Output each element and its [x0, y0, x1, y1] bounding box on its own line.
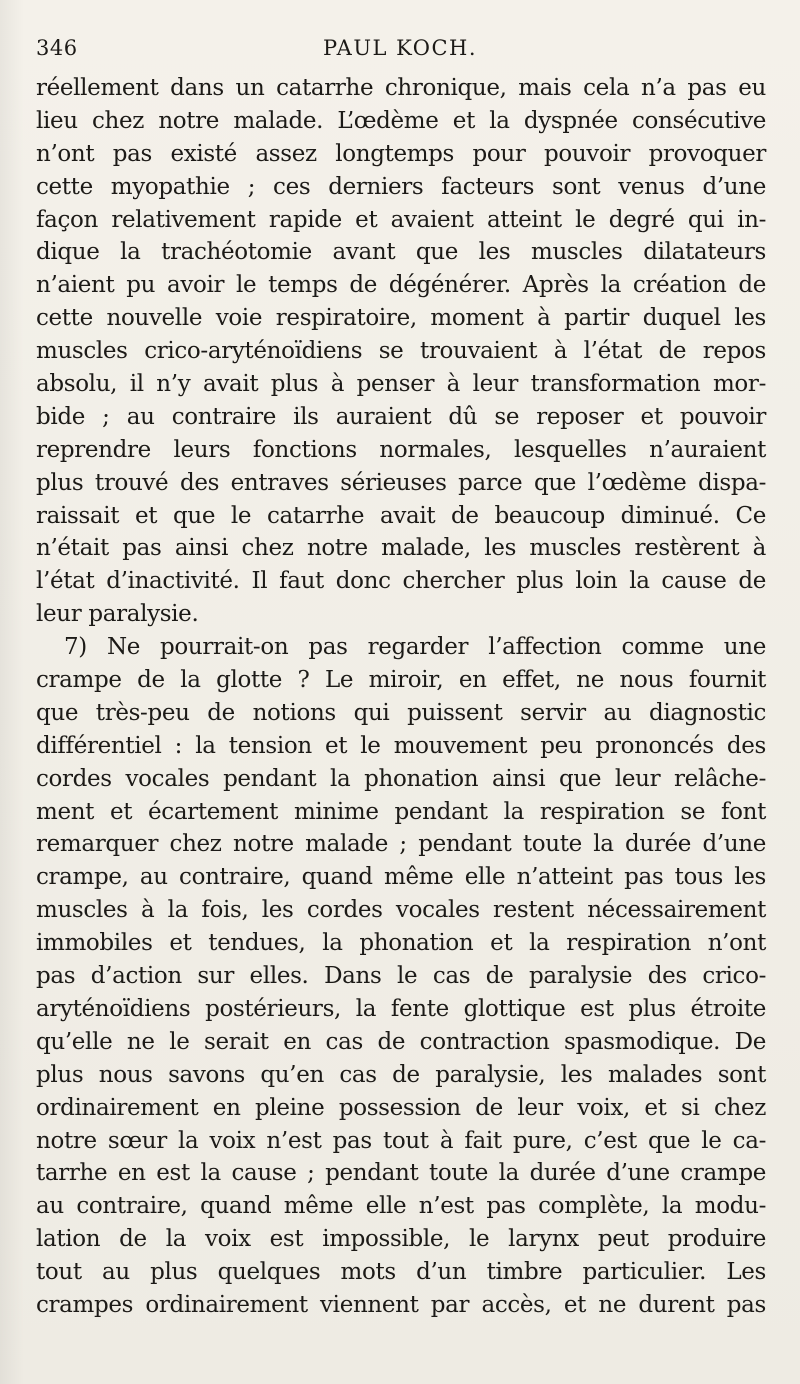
text-line: cette myopathie ; ces derniers facteurs sont venus d’une	[36, 173, 766, 200]
text-line: dique la trachéotomie avant que les muscles dilatateurs	[36, 239, 766, 266]
text-line: ordinairement en pleine possession de leur voix, et si chez	[36, 1094, 766, 1121]
text-line: l’état d’inactivité. Il faut donc chercher plus loin la cause de	[36, 568, 766, 595]
page-header	[36, 28, 764, 68]
text-line: tarrhe en est la cause ; pendant toute la durée d’une crampe	[36, 1160, 766, 1187]
text-line: muscles à la fois, les cordes vocales restent nécessairement	[36, 897, 766, 924]
text-line: plus trouvé des entraves sérieuses parce que l’œdème dispa-	[36, 469, 766, 496]
text-line: remarquer chez notre malade ; pendant toute la durée d’une	[36, 831, 766, 858]
text-line: notre sœur la voix n’est pas tout à fait pure, c’est que le ca-	[36, 1127, 766, 1154]
text-line: au contraire, quand même elle n’est pas complète, la modu-	[36, 1193, 766, 1220]
text-line: n’ont pas existé assez longtemps pour pouvoir provoquer	[36, 140, 766, 167]
text-line: façon relativement rapide et avaient atteint le degré qui in-	[36, 206, 766, 233]
text-line: bide ; au contraire ils auraient dû se reposer et pouvoir	[36, 403, 766, 430]
text-line: immobiles et tendues, la phonation et la respiration n’ont	[36, 930, 766, 957]
text-line: que très-peu de notions qui puissent servir au diagnostic	[36, 699, 766, 726]
text-line: pas d’action sur elles. Dans le cas de paralysie des crico-	[36, 963, 766, 990]
page-number: 346	[36, 36, 78, 60]
text-line: plus nous savons qu’en cas de paralysie, les malades sont	[36, 1061, 766, 1088]
text-line: absolu, il n’y avait plus à penser à leur transformation mor-	[36, 371, 766, 398]
text-line: lation de la voix est impossible, le larynx peut produire	[36, 1226, 766, 1253]
text-line: ment et écartement minime pendant la respiration se font	[36, 798, 766, 825]
text-line: aryténoïdiens postérieurs, la fente glottique est plus étroite	[36, 995, 766, 1022]
text-line: raissait et que le catarrhe avait de beaucoup diminué. Ce	[36, 502, 766, 529]
text-line: crampes ordinairement viennent par accès, et ne durent pas	[36, 1291, 766, 1318]
text-line: qu’elle ne le serait en cas de contraction spasmodique. De	[36, 1028, 766, 1055]
text-line: n’aient pu avoir le temps de dégénérer. Après la création de	[36, 272, 766, 299]
text-line: lieu chez notre malade. L’œdème et la dyspnée consécutive	[36, 107, 766, 134]
text-line: crampe, au contraire, quand même elle n’atteint pas tous les	[36, 864, 766, 891]
text-line: cette nouvelle voie respiratoire, moment à partir duquel les	[36, 305, 766, 332]
text-line: différentiel : la tension et le mouvement peu prononcés des	[36, 732, 766, 759]
text-line: réellement dans un catarrhe chronique, mais cela n’a pas eu	[36, 75, 766, 101]
running-head: PAUL KOCH.	[322, 36, 478, 60]
paragraph-start-line: 7) Ne pourrait-on pas regarder l’affection comme une	[64, 634, 766, 661]
text-line: tout au plus quelques mots d’un timbre particulier. Les	[36, 1259, 766, 1286]
text-line: cordes vocales pendant la phonation ainsi que leur relâche-	[36, 765, 766, 792]
text-line: n’était pas ainsi chez notre malade, les muscles restèrent à	[36, 535, 766, 562]
text-line: reprendre leurs fonctions normales, lesquelles n’auraient	[36, 436, 766, 463]
text-line: crampe de la glotte ? Le miroir, en effet, ne nous fournit	[36, 667, 766, 694]
body-text	[36, 72, 766, 1322]
text-line: muscles crico-aryténoïdiens se trouvaient à l’état de repos	[36, 338, 766, 365]
paragraph-end-line: leur paralysie.	[36, 601, 199, 628]
